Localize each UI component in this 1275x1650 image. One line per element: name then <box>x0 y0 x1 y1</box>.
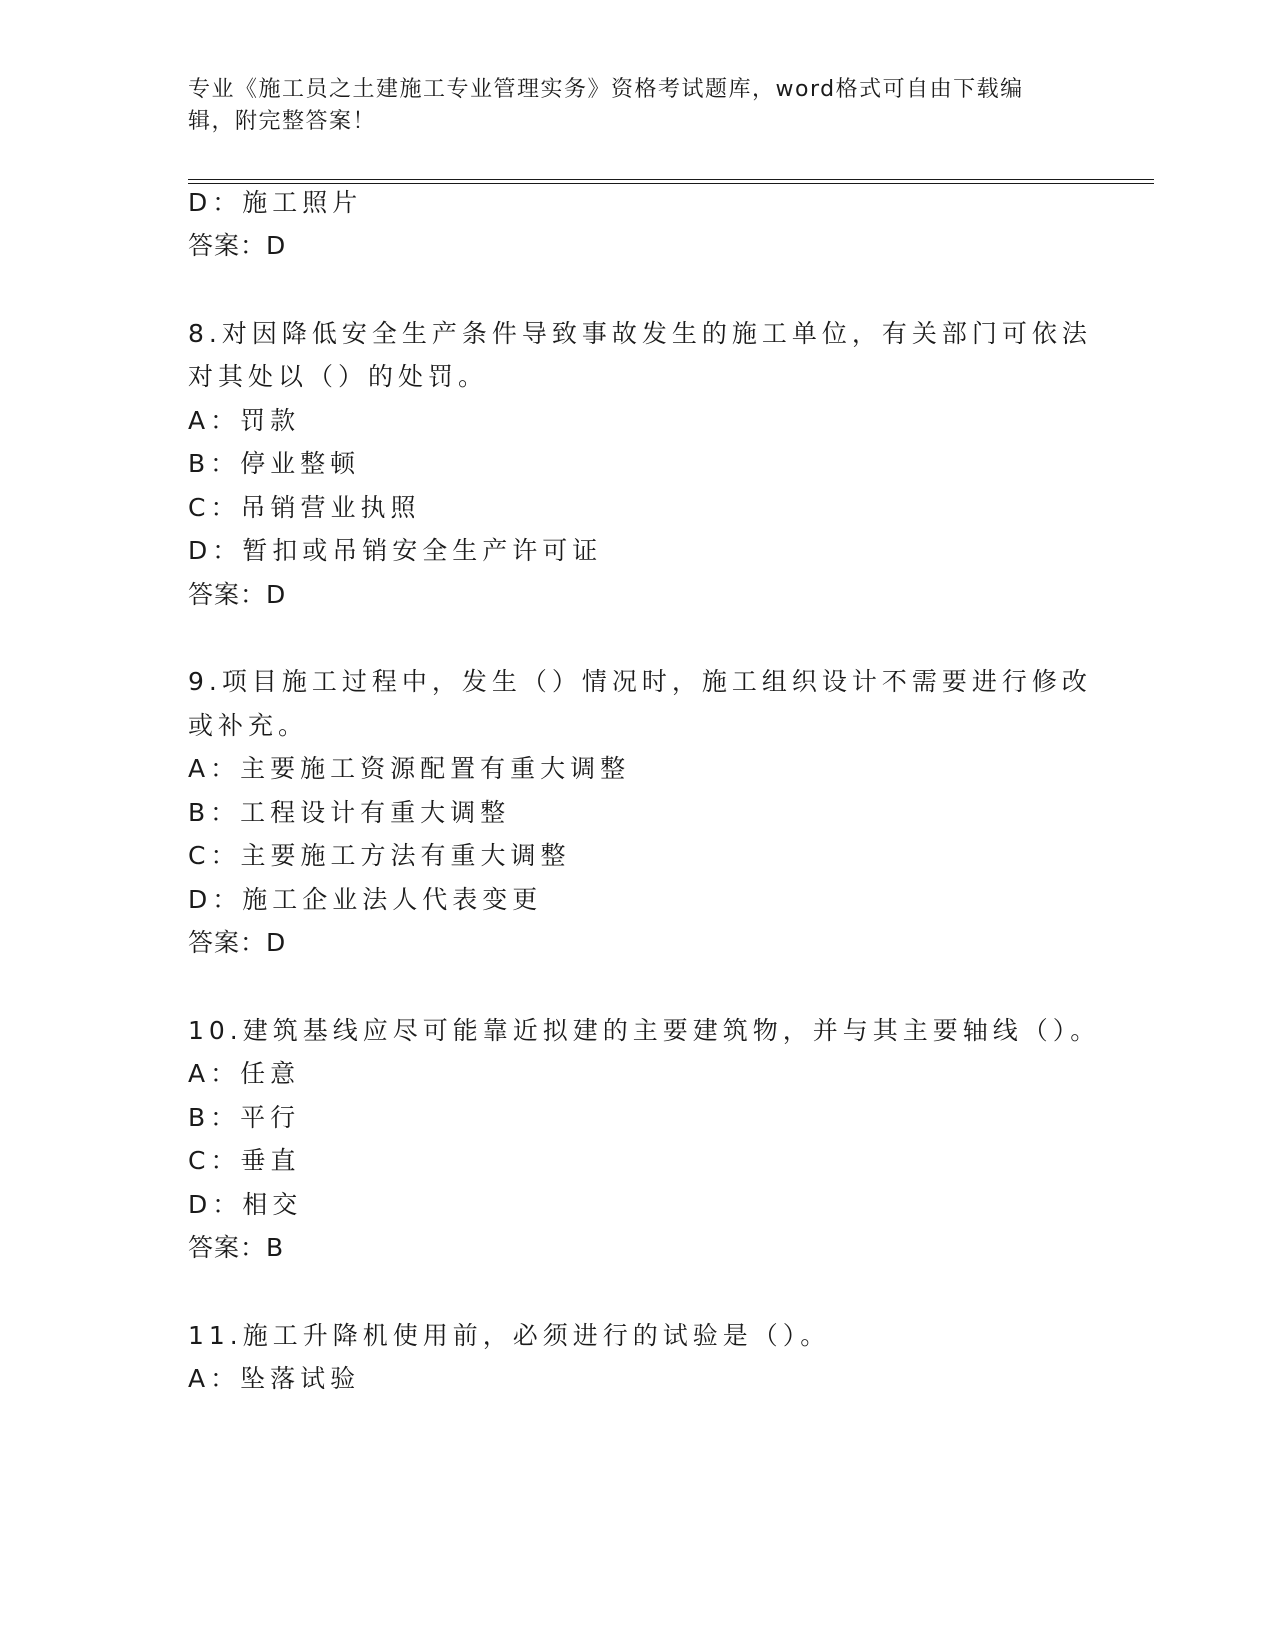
q7-answer: 答案：D <box>188 231 287 260</box>
q10-answer: 答案：B <box>188 1233 285 1262</box>
q9-option-d: D：施工企业法人代表变更 <box>188 885 543 914</box>
q7-option-d: D：施工照片 <box>188 188 363 217</box>
q9-option-c: C：主要施工方法有重大调整 <box>188 841 571 870</box>
q8-option-c: C：吊销营业执照 <box>188 493 421 522</box>
q9-option-a: A：主要施工资源配置有重大调整 <box>188 754 631 783</box>
q11-stem-line-1: 11.施工升降机使用前，必须进行的试验是（）。 <box>188 1321 831 1350</box>
q8-stem-line-2: 对其处以（）的处罚。 <box>188 362 489 391</box>
q10-option-c: C：垂直 <box>188 1146 301 1175</box>
q9-stem-line-2: 或补充。 <box>188 711 309 740</box>
q9-stem-line-1: 9.项目施工过程中，发生（）情况时，施工组织设计不需要进行修改 <box>188 667 1092 696</box>
q9-answer: 答案：D <box>188 928 287 957</box>
q8-option-b: B：停业整顿 <box>188 449 361 478</box>
q11-option-a: A：坠落试验 <box>188 1364 361 1393</box>
q8-option-d: D：暂扣或吊销安全生产许可证 <box>188 536 603 565</box>
q10-option-d: D：相交 <box>188 1190 303 1219</box>
q8-stem-line-1: 8.对因降低安全生产条件导致事故发生的施工单位，有关部门可依法 <box>188 319 1092 348</box>
header-rule-bottom <box>188 183 1154 184</box>
q10-stem-line-1: 10.建筑基线应尽可能靠近拟建的主要建筑物，并与其主要轴线（）。 <box>188 1016 1101 1045</box>
header-line-1: 专业《施工员之土建施工专业管理实务》资格考试题库，word格式可自由下载编 <box>188 77 1024 102</box>
page-header <box>188 74 1088 138</box>
q8-answer: 答案：D <box>188 580 287 609</box>
header-rule-top <box>188 179 1154 180</box>
header-line-2: 辑，附完整答案！ <box>188 109 377 134</box>
q8-option-a: A：罚款 <box>188 406 301 435</box>
q9-option-b: B：工程设计有重大调整 <box>188 798 511 827</box>
q10-option-a: A：任意 <box>188 1059 301 1088</box>
q10-option-b: B：平行 <box>188 1103 301 1132</box>
